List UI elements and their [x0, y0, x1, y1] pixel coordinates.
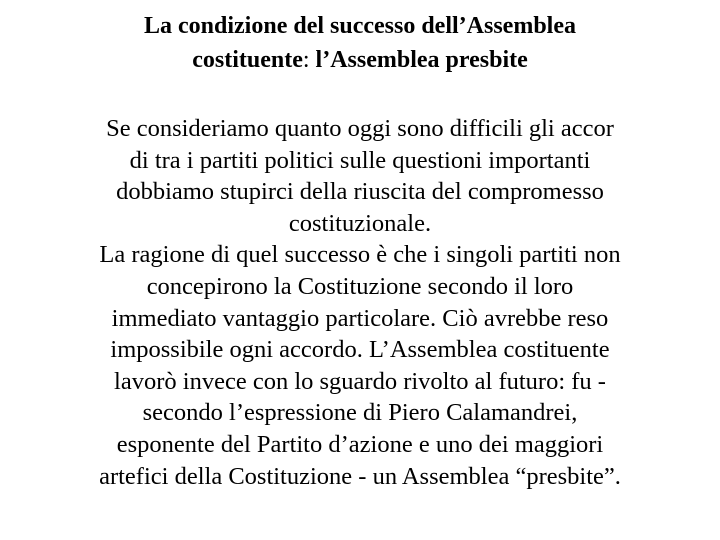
body-line: dobbiamo stupirci della riuscita del compromesso: [116, 178, 604, 206]
body-line: di tra i partiti politici sulle questioni importanti: [129, 146, 591, 174]
title-line-2: [0, 43, 720, 77]
body-line: esponente del Partito d’azione e uno dei maggiori: [116, 430, 604, 458]
body-line: lavorò invece con lo sguardo rivolto al futuro: fu -: [114, 367, 606, 395]
title-line-2-part-2: l’Assemblea presbite: [309, 47, 528, 73]
title-line-2-part-1: costituente: [192, 47, 303, 73]
body-line: Se consideriamo quanto oggi sono difficili gli accor: [106, 115, 614, 142]
body-line: costituzionale.: [288, 209, 432, 237]
slide-body-text: [0, 113, 720, 492]
slide-title: [0, 9, 720, 77]
body-line: secondo l’espressione di Piero Calamandrei,: [142, 399, 578, 427]
body-line: La ragione di quel successo è che i singoli partiti non: [99, 241, 621, 269]
body-line: concepirono la Costituzione secondo il loro: [146, 272, 574, 300]
body-line: artefici della Costituzione - un Assemblea “presbite”.: [99, 462, 621, 490]
title-line-1: La condizione del successo dell’Assemblea: [144, 13, 576, 39]
title-colon: :: [302, 47, 310, 73]
body-line: immediato vantaggio particolare. Ciò avrebbe reso: [111, 304, 609, 332]
body-line: impossibile ogni accordo. L’Assemblea costituente: [110, 336, 610, 364]
